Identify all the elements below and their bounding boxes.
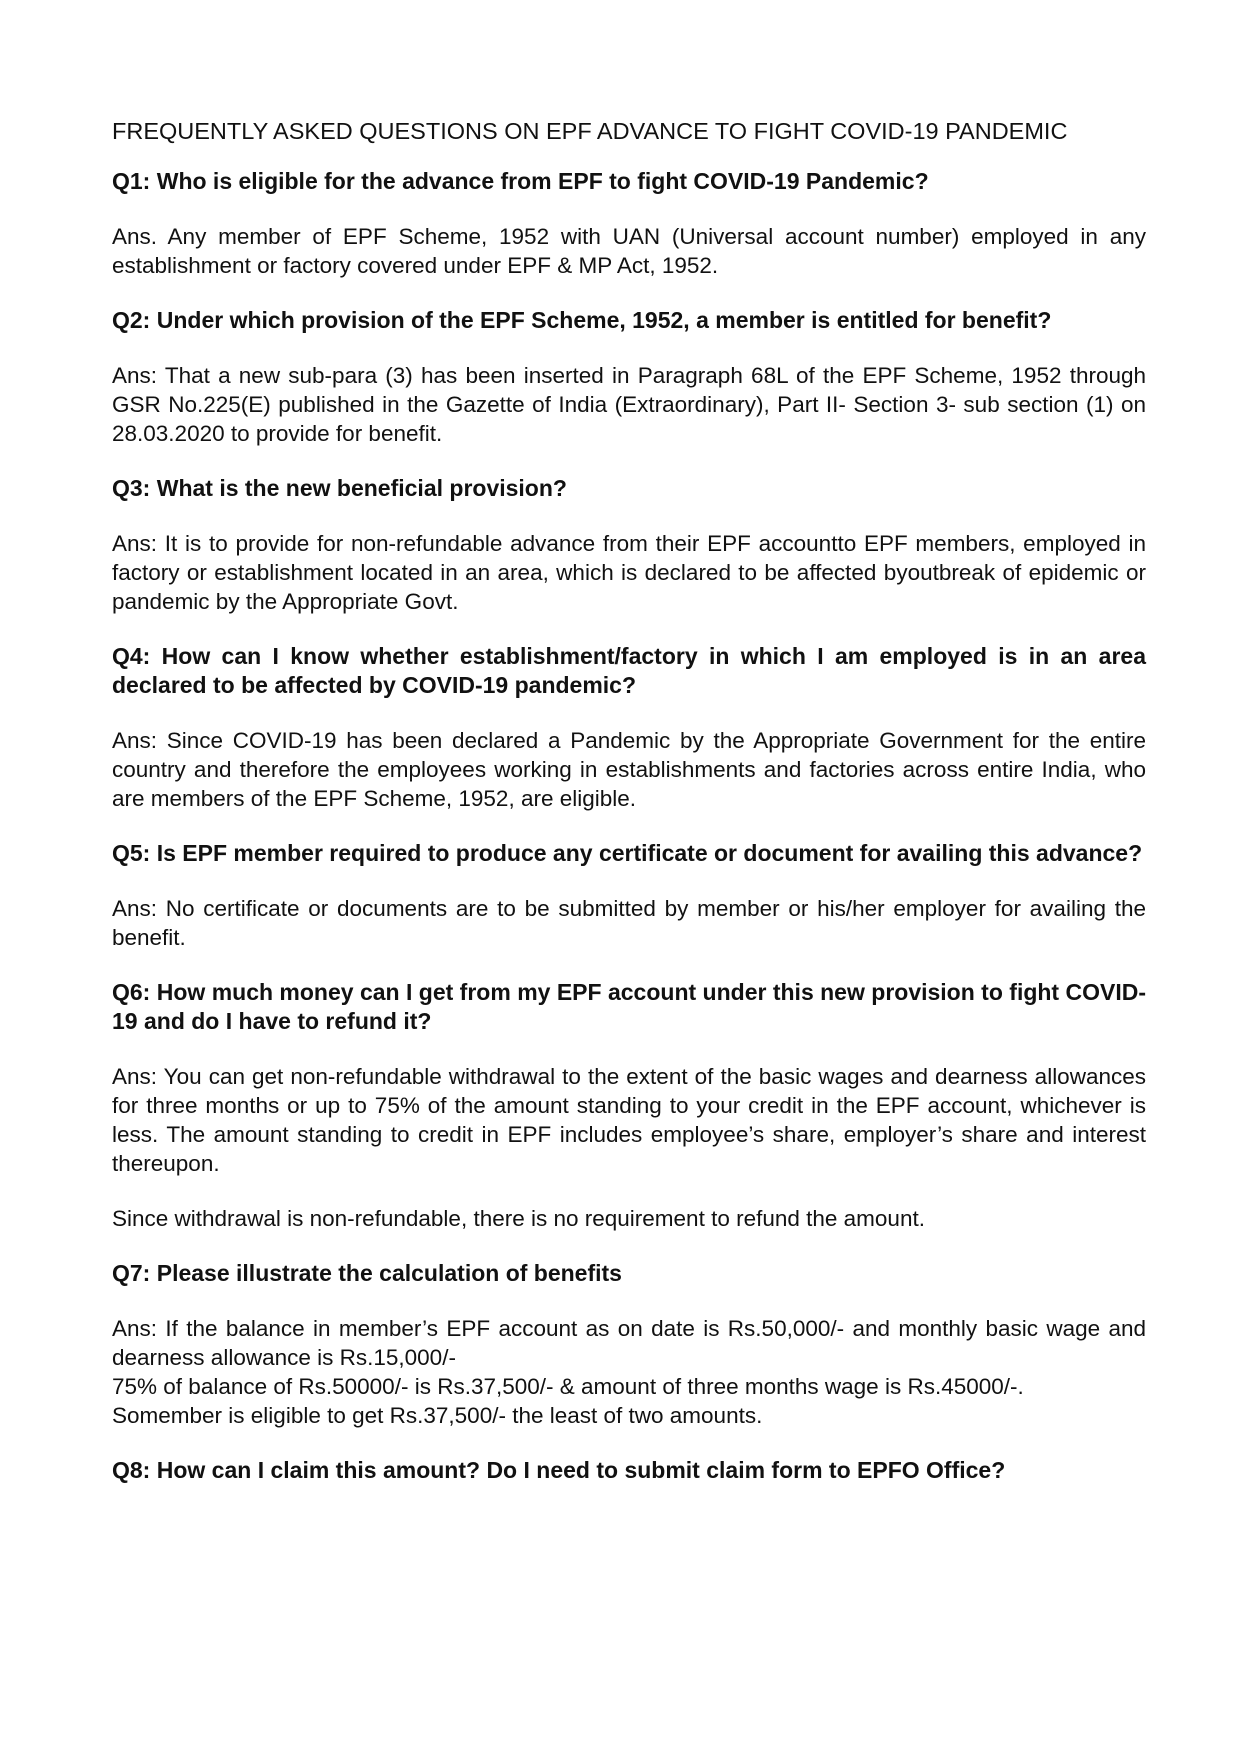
faq-question-6: Q6: How much money can I get from my EPF account under this new provision to fight COVID-19 and do I have to refund it? <box>112 979 1146 1034</box>
faq-question-5: Q5: Is EPF member required to produce any certificate or document for availing this advance? <box>112 840 1143 866</box>
faq-answer-7 <box>112 1314 1146 1430</box>
faq-answer-1: Ans. Any member of EPF Scheme, 1952 with UAN (Universal account number) employed in any establishment or factory covered under EPF & MP Act, 1952. <box>112 224 1146 278</box>
faq-answer-4: Ans: Since COVID-19 has been declared a Pandemic by the Appropriate Government for the entire country and therefore the employees working in establishments and factories across entire India, who are members of the EPF Scheme, 1952, are eligible. <box>112 728 1146 811</box>
document-body <box>112 117 1146 1511</box>
faq-answer-5: Ans: No certificate or documents are to be submitted by member or his/her employer for availing the benefit. <box>112 896 1146 950</box>
faq-question-8: Q8: How can I claim this amount? Do I need to submit claim form to EPFO Office? <box>112 1457 1006 1483</box>
faq-question-4: Q4: How can I know whether establishment/factory in which I am employed is in an area declared to be affected by COVID-19 pandemic? <box>112 643 1146 698</box>
faq-question-3: Q3: What is the new beneficial provision? <box>112 475 567 501</box>
faq-answer-7-line-3: Somember is eligible to get Rs.37,500/- the least of two amounts. <box>112 1403 763 1428</box>
faq-answer-7-line-1: Ans: If the balance in member’s EPF account as on date is Rs.50,000/- and monthly basic wage and dearness allowance is Rs.15,000/- <box>112 1316 1146 1370</box>
faq-question-2: Q2: Under which provision of the EPF Scheme, 1952, a member is entitled for benefit? <box>112 307 1052 333</box>
faq-answer-6: Ans: You can get non-refundable withdrawal to the extent of the basic wages and dearness allowances for three months or up to 75% of the amount standing to your credit in the EPF account, whichever is less. The amount standing to credit in EPF includes employee’s share, employer’s share and interest thereupon. <box>112 1064 1146 1176</box>
faq-answer-7-line-2: 75% of balance of Rs.50000/- is Rs.37,500/- & amount of three months wage is Rs.45000/-. <box>112 1374 1024 1399</box>
document-title: FREQUENTLY ASKED QUESTIONS ON EPF ADVANCE TO FIGHT COVID-19 PANDEMIC <box>112 118 1068 144</box>
faq-answer-3: Ans: It is to provide for non-refundable advance from their EPF accountto EPF members, employed in factory or establishment located in an area, which is declared to be affected byoutbreak of epidemic or pandemic by the Appropriate Govt. <box>112 531 1146 614</box>
faq-answer-2: Ans: That a new sub-para (3) has been inserted in Paragraph 68L of the EPF Scheme, 1952 through GSR No.225(E) published in the Gazette of India (Extraordinary), Part II- Section 3- sub section (1) on 28.03.2020 to provide for benefit. <box>112 363 1146 446</box>
faq-answer-6-note: Since withdrawal is non-refundable, there is no requirement to refund the amount. <box>112 1206 925 1231</box>
faq-question-1: Q1: Who is eligible for the advance from EPF to fight COVID-19 Pandemic? <box>112 168 929 194</box>
faq-question-7: Q7: Please illustrate the calculation of benefits <box>112 1260 622 1286</box>
